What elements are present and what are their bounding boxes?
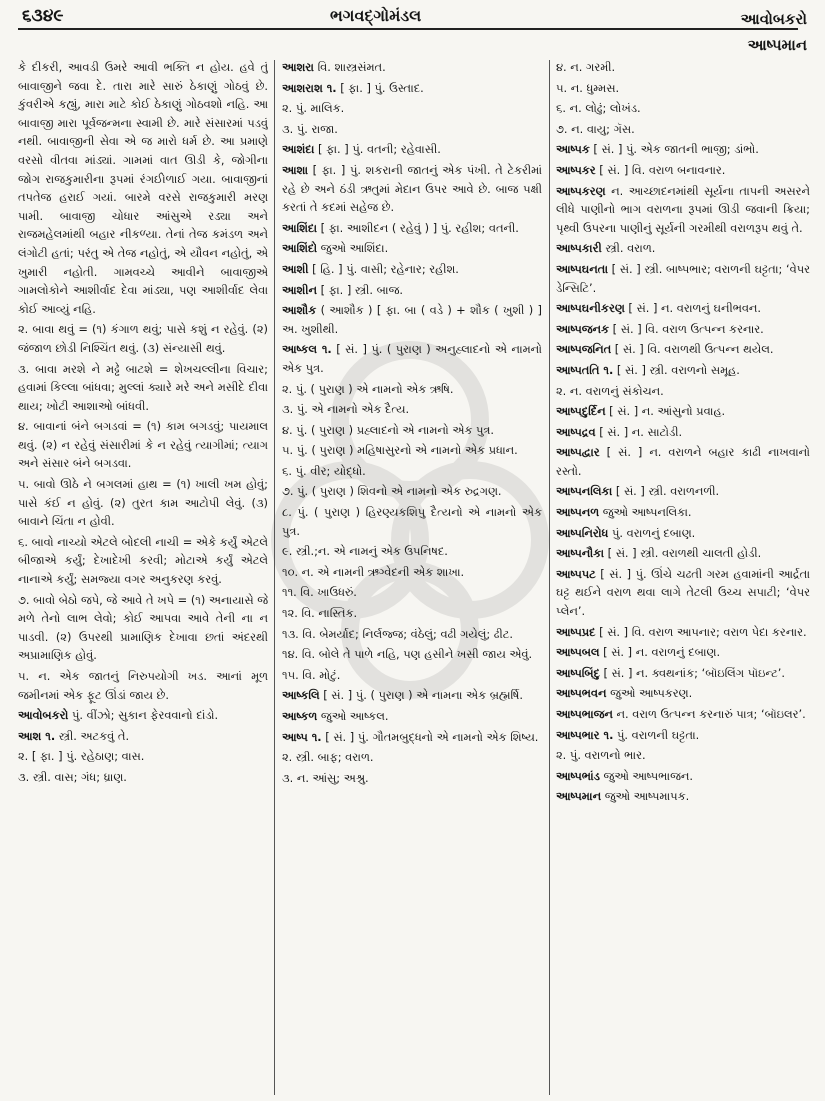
entry-definition: [ સં. ] ન. વરાળનું ઘનીભવન.: [624, 301, 762, 316]
dictionary-entry: [282, 542, 542, 561]
dictionary-entry: [282, 645, 542, 664]
entry-definition: [ ફા. આશીદન ( રહેવું ) ] પું. રહીશ; વતની.: [317, 220, 519, 235]
entry-headword: આશૌક: [282, 303, 317, 318]
entry-definition: વિ. શાસ્ત્રસંમત.: [313, 60, 386, 74]
dictionary-entry: [282, 219, 542, 238]
column-1: [18, 58, 268, 1098]
entry-definition: ૩. ન. આંસુ; અશ્રુ.: [282, 770, 369, 785]
entry-headword: આષ્કલિ: [282, 688, 320, 703]
entry-definition: જુઓ આશિંદા.: [317, 241, 389, 256]
header-rule: [18, 28, 798, 30]
entry-definition: ૧૫. વિ. મોટું.: [282, 667, 341, 682]
entry-definition: [ સં. ] ન. વરાળનું દબાણ.: [599, 645, 721, 660]
guide-word-last: આષ્પમાન: [747, 36, 807, 54]
dictionary-entry: [282, 583, 542, 602]
dictionary-entry: [282, 625, 542, 644]
entry-headword: આષ્પનૌકા: [556, 546, 605, 561]
entry-headword: આશી: [282, 261, 309, 276]
entry-definition: જુઓ આષ્પમાપક.: [601, 789, 690, 804]
entry-definition: ૩. પું. રાજા.: [282, 121, 338, 136]
dictionary-entry: [556, 58, 810, 77]
entry-definition: [ સં. ] વિ. વરાળ આપનાર; વરાળ પેદા કરનાર.: [595, 624, 807, 639]
entry-definition: [ સં. ] પું. ( પુરાણ ) એ નામના એક બ્રહ્મર્ષિ.: [319, 688, 524, 703]
entry-definition: સ્ત્રી. વરાળ.: [601, 241, 656, 256]
entry-headword: આષ્પજનિત: [556, 342, 612, 357]
dictionary-entry: [282, 140, 542, 159]
entry-headword: આષ્કલ ૧.: [282, 342, 332, 357]
entry-definition: જુઓ આષ્પભાજન.: [599, 768, 693, 783]
dictionary-entry: [556, 623, 810, 642]
dictionary-entry: [18, 591, 268, 665]
dictionary-entry: [556, 260, 810, 297]
entry-headword: આશિંદા: [282, 220, 318, 235]
entry-headword: આષ્પમાન: [556, 789, 602, 804]
entry-definition: [ સં. ] પું. ( પુરાણ ) અનુહ્લાદનો એ નામનો એક પુત્ર.: [282, 342, 542, 375]
dictionary-entry: [556, 482, 810, 501]
entry-definition: ૨. પું. ( પુરાણ ) એ નામનો એક ઋષિ.: [282, 381, 454, 396]
dictionary-entry: [282, 340, 542, 377]
dictionary-entry: [556, 182, 810, 238]
dictionary-entry: [556, 299, 810, 318]
entry-headword: આષ્પદુર્દિન: [556, 404, 606, 419]
dictionary-entry: [18, 706, 268, 725]
dictionary-entry: [556, 503, 810, 522]
entry-headword: આષ્પનળ: [556, 505, 600, 520]
dictionary-entry: [282, 161, 542, 217]
dictionary-entry: [18, 320, 268, 357]
dictionary-entry: [556, 524, 810, 543]
dictionary-entry: [282, 99, 542, 118]
dictionary-entry: [556, 120, 810, 139]
entry-definition: [ સં. ] વિ. વરાળ ઉત્પન્ન કરનાર.: [609, 321, 764, 336]
entry-definition: ૭. બાવો બેઠો જપે, જે આવે તે ખપે = (૧) અનાયાસે જે મળે તેનો લાભ લેવો; કોઈ આપવા આવે તેની ના ન પાડવી. (૨) ઉપરથી પ્રામાણિક દેખાવા છતાં અંદરથી અપ્રામાણિક હોવું.: [18, 592, 268, 663]
entry-definition: [ સં. ] ન. આંસુનો પ્રવાહ.: [605, 404, 726, 419]
dictionary-entry: [282, 748, 542, 767]
dictionary-entry: [282, 604, 542, 623]
dictionary-entry: [556, 340, 810, 359]
dictionary-entry: [556, 320, 810, 339]
entry-headword: આવોબકરો: [18, 708, 69, 723]
entry-definition: ૨. પું. માલિક.: [282, 101, 345, 116]
dictionary-entry: [556, 443, 810, 480]
entry-definition: કે દીકરી, આવડી ઉમરે આવી ભક્તિ ન હોય. હવે તું બાવાજીને જવા દે. તારા મારે સારું ઠેકાણું ગોઠવું છે. કુંવરીએ કહ્યું, મારા માટે કોઈ ઠેકાણું ગોઠવશો નહિ. આ બાવાજી મારા પૂર્વજન્મના સ્વામી છે. મારે સંસારમાં પડવું નથી. બાવાજીની સેવા એ જ મારો ધર્મ છે. આ પ્રમાણે વરસો વીતવા માંડ્યાં. ગામમાં વાત ઊડી કે, જોગીના જોગ રાજકુમારીના રૂપમાં રંગઈોળાઈ ગયા. બાવાજીનાં તપતેજ હરાઈ ગયાં. બારમે વરસે રાજકુમારી મરણ પામી. બાવાજી ચોધાર આંસુએ રડ્યા અને રાજમહેલમાંથી બહાર નીકળ્યા. તેનાં તેજ કમંડળ અને લંગોટી હતાં; પરંતુ એ તેજ નહોતું, એ યૌવન નહોતું, એ ખુમારી નહોતી. ગામવચ્ચે આવીને બાવાજીએ ગામલોકોને આશીર્વાદ દેવા માંડ્યા, પણ આશીર્વાદ લેવા કોઈ આવ્યું નહિ.: [18, 60, 268, 316]
dictionary-entry: [556, 544, 810, 563]
entry-definition: ૪. પું. ( પુરાણ ) પ્રહ્લાદનો એ નામનો એક પુત્ર.: [282, 422, 495, 437]
dictionary-entry: [556, 382, 810, 401]
dictionary-entry: [556, 767, 810, 786]
entry-definition: ૨. [ ફા. ] પું. રહેઠાણ; વાસ.: [18, 749, 145, 764]
entry-headword: આશરા: [282, 60, 314, 74]
dictionary-entry: [18, 533, 268, 589]
entry-headword: આશંદા: [282, 142, 315, 157]
entry-definition: [ સં. ] સ્ત્રી. વરાળનળી.: [612, 484, 720, 499]
dictionary-entry: [282, 441, 542, 460]
dictionary-entry: [18, 360, 268, 416]
entry-definition: ૫. બાવો ઊઠે ને બગલમાં હાથ = (૧) ખાલી ખમ હોવું; પાસે કંઈ ન હોવું. (૨) તુરત કામ આટોપી લેવું. (૩) બાવાને ચિંતા ન હોવી.: [18, 477, 268, 529]
entry-headword: આષ્પકારી: [556, 241, 602, 256]
dictionary-entry: [556, 726, 810, 745]
entry-definition: ન. વરાળ ઉત્પન્ન કરનારું પાત્ર; ‘બૉઇલર’.: [612, 707, 806, 721]
entry-definition: [ ફા. ] પું. શકરાની જાતનું એક પંખી. તે ટેકરીમાં રહે છે અને ઠંડી ઋતુમાં મેદાન ઉપર આવે છે. બાજ પક્ષી કરતાં તે કદમાં સહેજ છે.: [282, 162, 542, 215]
entry-definition: ૨. પું. વરાળનો ભાર.: [556, 748, 646, 763]
dictionary-entry: [282, 666, 542, 685]
entry-headword: આષ્પકર: [556, 162, 596, 177]
entry-definition: ૬. બાવો નાચ્યો એટલે બોદલી નાચી = એકે કર્યું એટલે બીજાએ કર્યું; દેખાદેખી કરવી; મોટાએ કર્યું એટલે નાનાએ કર્યું; સમજ્યા વગર અનુકરણ કરવું.: [18, 534, 268, 587]
entry-definition: ૩. સ્ત્રી. વાસ; ગંધ; ધ્રાણ.: [18, 769, 127, 784]
dictionary-entry: [282, 769, 542, 788]
page-header: [0, 0, 825, 60]
dictionary-entry: [282, 503, 542, 540]
column-2: [282, 58, 542, 1098]
entry-definition: [ ફા. ] સ્ત્રી. બાજ.: [317, 282, 403, 297]
entry-definition: [ સં. ] વિ. વરાળ બનાવનાર.: [595, 162, 726, 177]
entry-definition: ૨. ન. વરાળનું સંકોચન.: [556, 383, 664, 398]
entry-definition: ૬. ન. લોઢું; લોખંડ.: [556, 101, 641, 116]
entry-definition: [ સં. ] સ્ત્રી. વરાળનો સમૂહ.: [613, 362, 740, 377]
entry-headword: આષ્પબિંદુ: [556, 665, 600, 680]
entry-definition: [ સં. ] પું. ઊંચે ચઢતી ગરમ હવામાંની આર્દ્રતા ઘટ્ટ થઈને વરાળ થવા લાગે તેટલી ઉચ્ચ સપાટી; ‘વેપર પ્લેન’.: [556, 566, 810, 619]
entry-headword: આષ્પભાજન: [556, 707, 613, 721]
entry-definition: પું. વીંઝો; સુકાન ફેરવવાનો દાંડો.: [68, 708, 219, 723]
dictionary-entry: [556, 664, 810, 683]
entry-definition: ૮. પું. ( પુરાણ ) હિરણ્યકશિપુ દૈત્યનો એ નામનો એક પુત્ર.: [282, 505, 542, 538]
entry-definition: [ સં. ] ન. ક્વથનાંક; ‘બૉઇલિંગ પૉઇન્ટ’.: [599, 665, 785, 680]
entry-headword: આષ્પપટ: [556, 566, 596, 581]
dictionary-entry: [556, 239, 810, 258]
dictionary-entry: [282, 707, 542, 726]
entry-headword: આષ્પભાંડ: [556, 768, 600, 783]
entry-headword: આશરાશ ૧.: [282, 80, 337, 95]
entry-definition: [ સં. ] ન. સાટોડી.: [595, 424, 683, 439]
dictionary-entry: [282, 380, 542, 399]
dictionary-entry: [282, 400, 542, 419]
dictionary-entry: [18, 768, 268, 787]
dictionary-entry: [282, 301, 542, 338]
entry-definition: પું. વરાળનું દબાણ.: [608, 525, 696, 540]
entry-headword: આષ્પપ્રદ: [556, 624, 596, 639]
entry-definition: સ્ત્રી. અટકવું તે.: [55, 728, 130, 743]
entry-definition: જુઓ આષ્પનલિકા.: [599, 505, 692, 520]
entry-definition: ૫. ન. ધુમ્મસ.: [556, 80, 620, 95]
entry-definition: [ સં. ] વિ. વરાળથી ઉત્પન્ન થયેલ.: [611, 342, 774, 357]
dictionary-entry: [556, 746, 810, 765]
dictionary-entry: [282, 563, 542, 582]
entry-definition: ન. આચ્છાદનમાંથી સૂર્યના તાપની અસરને લીધે પાણીનો ભાગ વરાળના રૂપમાં ઊડી જવાની ક્રિયા; પૃથ્વી ઉપરના પાણીનું સૂર્યની ગરમીથી વરાળરૂપ થવું તે.: [556, 183, 810, 235]
entry-headword: આષ્પ ૧.: [282, 729, 322, 744]
entry-headword: આષ્પદ્વાર: [556, 445, 600, 460]
entry-definition: જુઓ આષ્કલ.: [317, 709, 389, 723]
entry-definition: ૭. ન. વાયુ; ગૅસ.: [556, 121, 635, 136]
dictionary-entry: [556, 402, 810, 421]
guide-words: [741, 6, 807, 58]
dictionary-entry: [282, 421, 542, 440]
entry-definition: ૯. સ્ત્રી.;ન. એ નામનું એક ઉપનિષદ.: [282, 544, 448, 559]
dictionary-entry: [282, 239, 542, 258]
entry-definition: ૭. પું. ( પુરાણ ) શિવનો એ નામનો એક રુદ્રગણ.: [282, 484, 502, 499]
entry-headword: આષ્પદ્રવ: [556, 424, 596, 439]
entry-definition: ૪. ન. ગરમી.: [556, 60, 616, 74]
entry-headword: આષ્પનલિકા: [556, 484, 613, 499]
entry-definition: ૧૩. વિ. બેમર્યાદ; નિર્લજ્જ; વંઠેલું; વઢી ગયેલું; ઢીટ.: [282, 626, 513, 641]
guide-word-first: આવોબકરો: [740, 10, 807, 28]
dictionary-entry: [18, 747, 268, 766]
entry-definition: ૬. પું. વીર; યોદ્ધો.: [282, 463, 366, 478]
dictionary-entry: [282, 79, 542, 98]
entry-headword: આશિંદો: [282, 241, 318, 256]
entry-definition: [ ફા. ] પું. ઉસ્તાદ.: [336, 80, 424, 95]
entry-definition: ૨. બાવા થવું = (૧) કંગાળ થવું; પાસે કશું ન રહેવું. (૨) જંજાળ છોડી નિશ્ચિંત થવું. (૩) સંન્યાસી થવું.: [18, 322, 268, 355]
dictionary-entry: [282, 260, 542, 279]
dictionary-entry: [556, 140, 810, 159]
entry-headword: આષ્પકરણ: [556, 183, 606, 198]
entry-headword: આષ્પજનક: [556, 321, 610, 336]
dictionary-entry: [556, 643, 810, 662]
entry-headword: આષ્પઘનતા: [556, 261, 609, 276]
entry-definition: [ સં. ] પું. ગૌતમબુદ્ધનો એ નામનો એક શિષ્ય.: [321, 729, 539, 744]
entry-definition: ૧૦. ન. એ નામની ઋગ્વેદની એક શાખા.: [282, 564, 465, 579]
entry-definition: ૧૨. વિ. નાસ્તિક.: [282, 606, 358, 621]
entry-definition: ૩. પું. એ નામનો એક દૈત્ય.: [282, 402, 410, 417]
dictionary-entry: [282, 482, 542, 501]
dictionary-entry: [556, 787, 810, 806]
dictionary-entry: [282, 58, 542, 77]
page-number: ૬૩૪૯: [22, 6, 64, 26]
entry-definition: ૧૪. વિ. બોલે તે પાળે નહિ, પણ હસીને ખસી જાય એવું.: [282, 647, 533, 662]
entry-definition: ૨. સ્ત્રી. બાફ; વરાળ.: [282, 750, 374, 765]
entry-definition: જુઓ આષ્પકરણ.: [606, 686, 693, 701]
dictionary-entry: [282, 686, 542, 705]
entry-definition: ( આશૌક ) [ ફા. બા ( વડે ) + શૌક ( ખુશી ) ] અ. ખુશીથી.: [282, 303, 542, 336]
entry-definition: [ સં. ] પું. એક જાતની ભાજી; ડાંભો.: [589, 142, 759, 157]
entry-definition: [ સં. ] ન. વરાળને બહાર કાઢી નાખવાનો રસ્તો.: [556, 445, 810, 478]
dictionary-entry: [18, 475, 268, 531]
entry-definition: ૧૧. વિ. ખાઉધરું.: [282, 585, 357, 600]
entry-definition: ૩. બાવા મરશે ને મઢ્ઢે બાટશે = શેખચલ્લીના વિચાર; હવામાં કિલ્લા બાંધવા; મુલ્લાં ક્યારે મરે અને મસીદે દીવા થાય; ખોટી આશાઓ બાંધવી.: [18, 361, 268, 413]
entry-definition: ૫. ન. એક જાતનું નિરુપયોગી ખડ. આનાં મૂળ જમીનમાં એક ફૂટ ઊંડાં જાય છે.: [18, 669, 268, 702]
entry-definition: [ સં. ] સ્ત્રી. વરાળથી ચાલતી હોડી.: [604, 546, 762, 561]
entry-headword: આષ્પબલ: [556, 645, 600, 660]
dictionary-entry: [282, 120, 542, 139]
entry-headword: આષ્પભાર ૧.: [556, 727, 614, 742]
dictionary-entry: [556, 705, 810, 724]
dictionary-entry: [18, 727, 268, 746]
dictionary-entry: [282, 462, 542, 481]
entry-headword: આષ્પતતિ ૧.: [556, 362, 614, 377]
entry-headword: આષ્કળ: [282, 709, 318, 723]
entry-headword: આષ્પભવન: [556, 686, 607, 701]
entry-headword: આષ્પઘનીકરણ: [556, 301, 625, 316]
entry-headword: આશીન: [282, 282, 318, 297]
column-3: [556, 58, 810, 1098]
dictionary-entry: [282, 728, 542, 747]
dictionary-entry: [556, 99, 810, 118]
dictionary-entry: [556, 361, 810, 380]
dictionary-entry: [18, 417, 268, 473]
entry-definition: [ હિ. ] પું. વાસી; રહેનાર; રહીશ.: [308, 261, 459, 276]
entry-headword: આષ્પનિરોધ: [556, 525, 609, 540]
page-title: ભગવદ્ગોમંડલ: [330, 6, 422, 25]
entry-headword: આશ ૧.: [18, 728, 56, 743]
entry-headword: આશા: [282, 162, 309, 177]
dictionary-entry: [18, 58, 268, 318]
dictionary-entry: [18, 667, 268, 704]
dictionary-entry: [556, 161, 810, 180]
entry-definition: પું. વરાળની ઘટ્ટતા.: [613, 727, 700, 742]
entry-headword: આષ્પક: [556, 142, 590, 157]
dictionary-entry: [282, 281, 542, 300]
dictionary-entry: [556, 565, 810, 621]
entry-definition: [ ફા. ] પું. વતની; રહેવાસી.: [314, 142, 441, 157]
entry-definition: ૫. પું. ( પુરાણ ) મહિષાસુરનો એ નામનો એક પ્રધાન.: [282, 443, 518, 458]
entry-definition: [ સં. ] સ્ત્રી. બાષ્પભાર; વરાળની ઘટ્ટતા; ‘વેપર ડેન્સિટિ’.: [556, 261, 810, 295]
dictionary-entry: [556, 79, 810, 98]
dictionary-entry: [556, 423, 810, 442]
entry-definition: ૪. બાવાનાં બંને બગડવાં = (૧) કામ બગડવું; પાયમાલ થવું. (૨) ન રહેવું સંસારીમાં કે ન રહેવું ત્યાગીમાં; ત્યાગ અને સંસાર બંને બગડવા.: [18, 419, 268, 471]
dictionary-entry: [556, 684, 810, 703]
dictionary-body: [0, 58, 825, 1098]
